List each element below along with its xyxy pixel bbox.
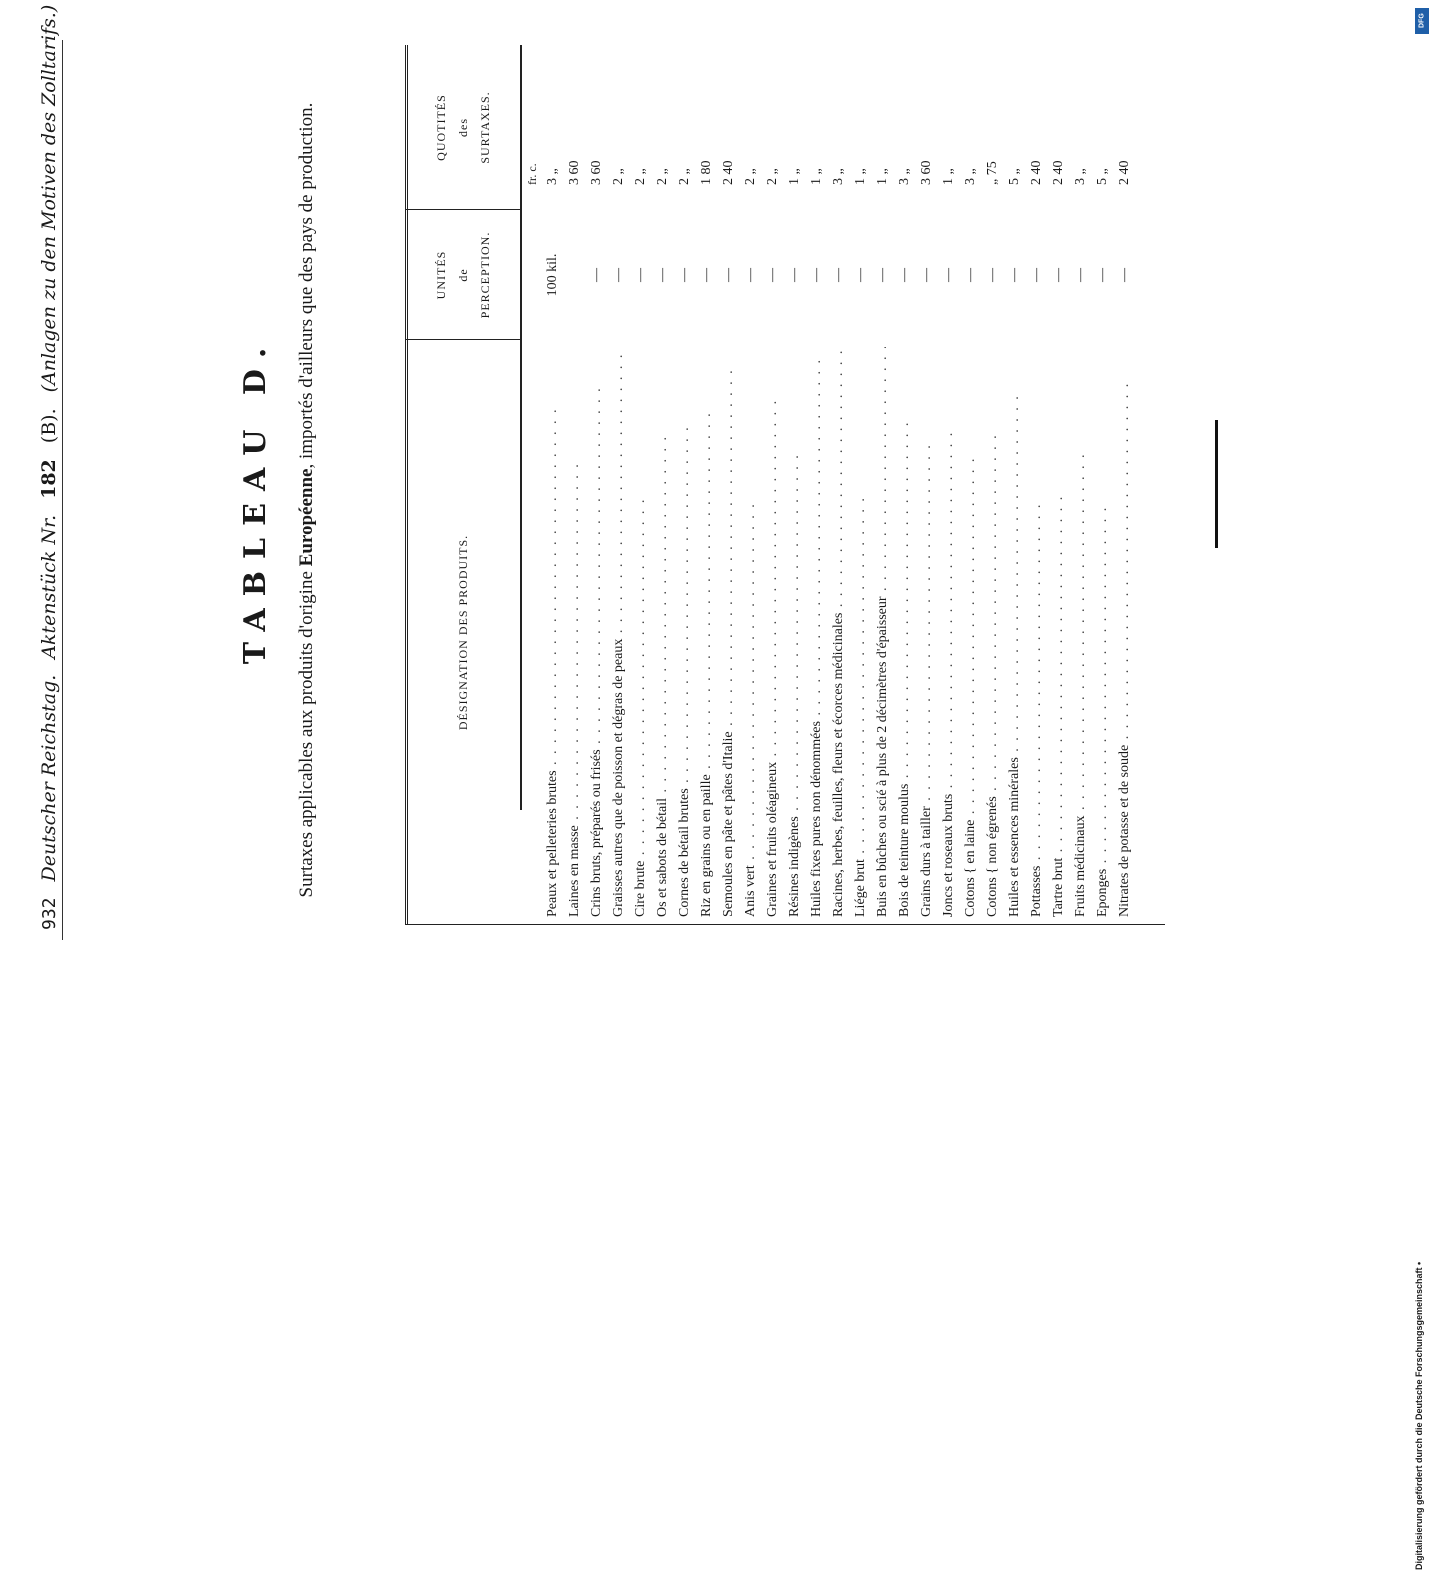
row-name: Peaux et pelleteries brutes . . (545, 347, 561, 917)
row-name: Buis en bûches ou scié à plus de 2 décimètres d'épaisseur . . (875, 347, 891, 917)
column-header-rates-line3: SURTAXES. (477, 91, 492, 164)
row-rate: „ 75 (985, 161, 1000, 185)
row-rate: 3 60 (919, 160, 934, 185)
row-unit: — (831, 268, 846, 282)
row-rate: 2 40 (721, 160, 736, 185)
row-name: Racines, herbes, feuilles, fleurs et écorces médicinales . . (831, 347, 847, 917)
row-rate: 2 40 (1029, 160, 1044, 185)
row-rate: 5 „ (1095, 168, 1110, 185)
row-unit: — (809, 268, 824, 282)
page-number: 932 (39, 897, 60, 930)
row-unit: — (1073, 268, 1088, 282)
digitization-credit-text: Digitalisierung gefördert durch die Deutsche Forschungsgemeinschaft • (1414, 1261, 1424, 1570)
row-unit: — (721, 268, 736, 282)
row-unit: — (985, 268, 1000, 282)
page-title: TABLEAU D. (238, 335, 273, 665)
row-name: Huiles fixes pures non dénommées . . (809, 347, 825, 917)
row-unit: — (743, 268, 758, 282)
table-row (787, 45, 808, 925)
column-header-designation (405, 340, 520, 925)
column-header-rates-line2: des (455, 118, 470, 137)
row-name: Crins bruts, préparés ou frisés . . (589, 347, 605, 917)
row-rate: 3 „ (1073, 168, 1088, 185)
subtitle-part-2: , importés d'ailleurs que des pays de production. (296, 102, 317, 469)
table-row (589, 45, 610, 925)
table-row (633, 45, 654, 925)
row-unit: — (963, 268, 978, 282)
row-rate: 2 „ (765, 168, 780, 185)
row-name: Cotons { non égrenés . . (985, 347, 1001, 917)
row-name: Cornes de bétail brutes . . (677, 347, 693, 917)
table-row (1007, 45, 1028, 925)
running-head-doc-number: 182 (38, 459, 60, 499)
row-name: Joncs et roseaux bruts . . (941, 347, 957, 917)
row-rate: 3 „ (545, 168, 560, 185)
table-row (567, 45, 588, 925)
row-unit: — (919, 268, 934, 282)
subtitle-part-1: Surtaxes applicables aux produits d'origine (296, 566, 317, 898)
running-head-doc: Aktenstück Nr. (38, 514, 60, 659)
row-unit: — (875, 268, 890, 282)
row-unit: — (941, 268, 956, 282)
row-name: Tartre brut . . (1051, 347, 1067, 917)
row-unit: — (677, 268, 692, 282)
row-rate: 3 „ (831, 168, 846, 185)
table-row (985, 45, 1006, 925)
table-row (677, 45, 698, 925)
row-rate: 2 „ (655, 168, 670, 185)
table-row (545, 45, 566, 925)
row-unit: — (1095, 268, 1110, 282)
row-rate: 2 „ (611, 168, 626, 185)
row-name: Fruits médicinaux . . (1073, 347, 1089, 917)
column-header-rates-line1: QUOTITÉS (433, 94, 448, 161)
running-head (38, 4, 60, 930)
row-name: Nitrates de potasse et de soude . . (1117, 347, 1133, 917)
table-row (655, 45, 676, 925)
column-header-units-line3: PERCEPTION. (477, 231, 492, 319)
row-rate: 2 40 (1117, 160, 1132, 185)
row-name: Os et sabots de bétail . . (655, 347, 671, 917)
row-unit: — (589, 268, 604, 282)
running-head-doc-suffix: (B). (38, 408, 60, 444)
row-name: Laines en masse . . (567, 347, 583, 917)
row-name: Semoules en pâte et pâtes d'Italie . . (721, 347, 737, 917)
table-row (611, 45, 632, 925)
table-row (721, 45, 742, 925)
table-row (897, 45, 918, 925)
row-unit: — (765, 268, 780, 282)
row-rate: 1 „ (853, 168, 868, 185)
table-row (743, 45, 764, 925)
row-name: Huiles et essences minérales . . (1007, 347, 1023, 917)
surtaxes-table (405, 45, 1165, 925)
row-rate: 1 „ (875, 168, 890, 185)
row-rate: 3 „ (963, 168, 978, 185)
row-name: Résines indigènes . . (787, 347, 803, 917)
table-row (1029, 45, 1050, 925)
row-name: Riz en grains ou en paille . . (699, 347, 715, 917)
rate-unit-label: fr. c. (525, 163, 539, 185)
row-rate: 2 40 (1051, 160, 1066, 185)
row-rate: 1 „ (787, 168, 802, 185)
running-head-rule (62, 40, 63, 940)
row-rate: 5 „ (1007, 168, 1022, 185)
row-unit: — (699, 268, 714, 282)
table-row (1073, 45, 1094, 925)
table-row (809, 45, 830, 925)
row-name: Graines et fruits oléagineux . . (765, 347, 781, 917)
table-row (941, 45, 962, 925)
column-header-units-line2: de (455, 268, 470, 282)
row-unit: — (633, 268, 648, 282)
row-unit: — (897, 268, 912, 282)
table-row (963, 45, 984, 925)
row-name: Pottasses . . (1029, 347, 1045, 917)
column-header-rates (405, 45, 520, 210)
margin-bar (1215, 420, 1218, 548)
row-name: Liége brut . . (853, 347, 869, 917)
row-unit: — (1051, 268, 1066, 282)
running-head-left: Deutscher Reichstag. (38, 674, 60, 882)
row-rate: 3 60 (567, 160, 582, 185)
row-name: Eponges . . (1095, 347, 1111, 917)
row-name: Cire brute . . (633, 347, 649, 917)
row-unit: — (655, 268, 670, 282)
table-row (765, 45, 786, 925)
column-header-units (405, 210, 520, 340)
table-row (699, 45, 720, 925)
column-header-designation-label: DÉSIGNATION DES PRODUITS. (455, 534, 470, 731)
row-unit: 100 kil. (545, 253, 560, 297)
table-row (1051, 45, 1072, 925)
row-unit: — (611, 268, 626, 282)
table-row (853, 45, 874, 925)
row-unit: — (1117, 268, 1132, 282)
column-header-units-line1: UNITÉS (433, 250, 448, 300)
row-rate: 2 „ (677, 168, 692, 185)
running-head-annex: (Anlagen zu den Motiven des Zolltarifs.) (38, 4, 60, 393)
row-rate: 2 „ (633, 168, 648, 185)
row-name: Graisses autres que de poisson et dégras de peaux . . (611, 347, 627, 917)
table-row (831, 45, 852, 925)
row-name: Cotons { en laine . . (963, 347, 979, 917)
row-unit: — (853, 268, 868, 282)
row-name: Grains durs à tailler . . (919, 347, 935, 917)
page-subtitle (292, 90, 322, 910)
row-rate: 1 „ (809, 168, 824, 185)
row-rate: 2 „ (743, 168, 758, 185)
digitization-credit (1410, 10, 1430, 1570)
table-row (875, 45, 896, 925)
table-row (1095, 45, 1116, 925)
dfg-logo-text: DFG (1418, 13, 1426, 29)
row-unit: — (1029, 268, 1044, 282)
table-row (1117, 45, 1138, 925)
row-rate: 3 „ (897, 168, 912, 185)
row-rate: 1 „ (941, 168, 956, 185)
table-row (919, 45, 940, 925)
row-unit: — (787, 268, 802, 282)
table-header-rule (520, 45, 522, 810)
row-name: Bois de teinture moulus . . (897, 347, 913, 917)
subtitle-emphasis: Européenne (296, 468, 317, 567)
row-name: Anis vert . . (743, 347, 759, 917)
row-unit: — (1007, 268, 1022, 282)
row-rate: 3 60 (589, 160, 604, 185)
row-rate: 1 80 (699, 160, 714, 185)
